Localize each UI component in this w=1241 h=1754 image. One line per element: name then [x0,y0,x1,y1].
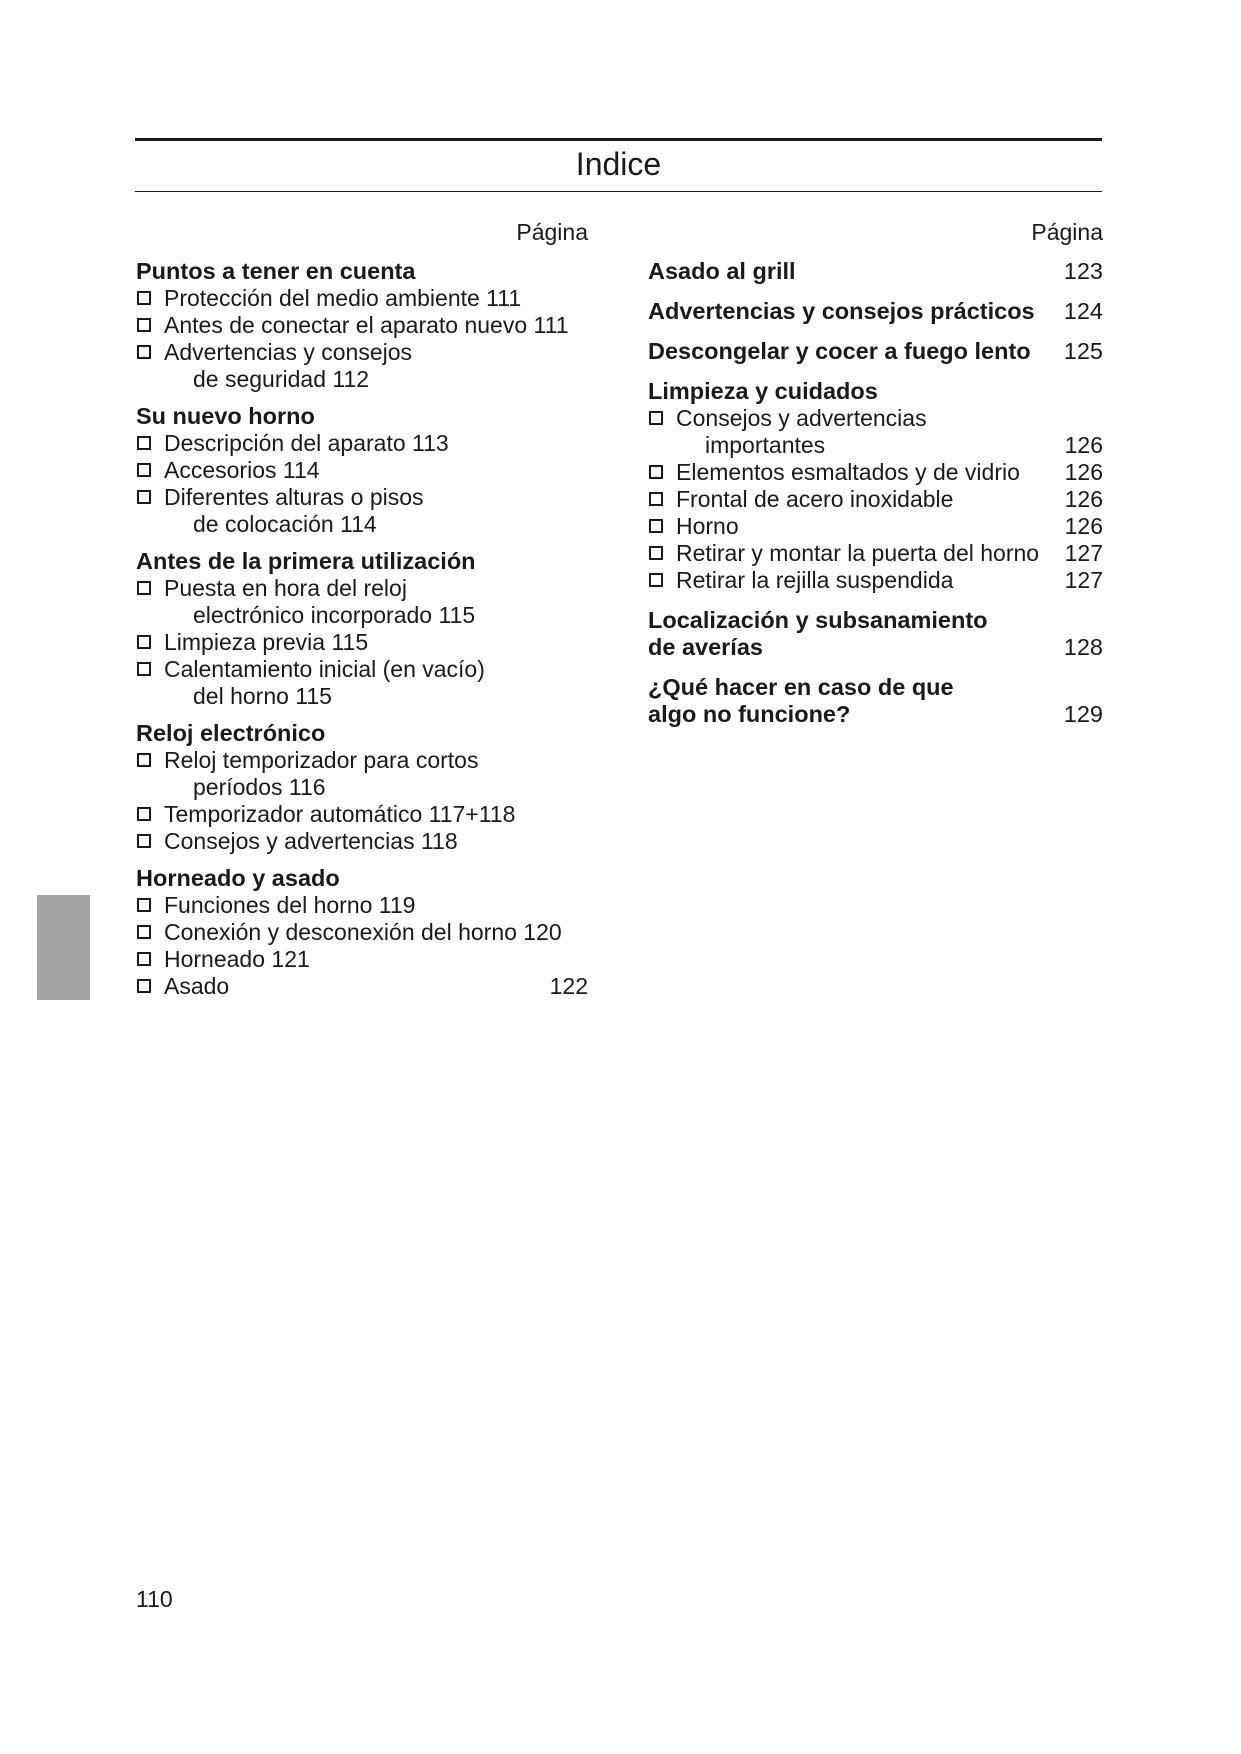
toc-entry-row [676,486,1103,513]
checkbox-bullet-icon [137,463,151,477]
toc-entry[interactable] [648,486,1103,513]
checkbox-bullet-icon [137,581,151,595]
page-column-header: Página [516,219,588,245]
toc-section-heading[interactable] [648,674,1103,728]
toc-entry-text: Elementos esmaltados y de vidrio [676,459,1020,485]
toc-page-number: 126 [1064,432,1103,458]
toc-entry-text: Protección del medio ambiente 111 [164,285,522,311]
checkbox-bullet-icon [137,662,151,676]
toc-entry[interactable] [648,513,1103,540]
toc-entry-text: Diferentes alturas o pisos [164,484,424,510]
title-underline [135,191,1102,192]
toc-section [648,338,1103,365]
toc-heading-text: Limpieza y cuidados [648,378,878,404]
page-column-header: Página [1031,219,1103,245]
language-tab-marker [37,895,90,1000]
toc-entry-text: Descripción del aparato 113 [164,430,449,456]
toc-heading-row [648,298,1103,325]
toc-section [136,258,588,393]
toc-entry[interactable] [136,747,588,801]
toc-section-heading[interactable]: Su nuevo horno [136,403,315,429]
toc-section [648,674,1103,728]
toc-entry[interactable] [136,828,588,855]
toc-page-number: 127 [1064,540,1103,566]
checkbox-bullet-icon [649,573,663,587]
toc-page-number: 127 [1064,567,1103,593]
toc-heading-row [648,338,1103,365]
toc-entry[interactable] [136,946,588,973]
toc-section-heading[interactable]: Reloj electrónico [136,720,326,746]
page-title: Indice [575,146,662,182]
page-number: 110 [136,1586,173,1612]
toc-entry[interactable] [648,405,1103,459]
checkbox-bullet-icon [137,834,151,848]
top-rule [135,138,1102,141]
toc-section [136,403,588,538]
checkbox-bullet-icon [137,979,151,993]
toc-entry[interactable] [136,339,588,393]
toc-section-heading[interactable]: Antes de la primera utilización [136,548,476,574]
toc-entry-text: Limpieza previa 115 [164,629,369,655]
toc-entry[interactable] [136,892,588,919]
toc-entry[interactable] [136,656,588,710]
toc-entry-text: Funciones del horno 119 [164,892,416,918]
toc-entry[interactable] [136,919,588,946]
toc-entry-text: Consejos y advertencias 118 [164,828,458,854]
checkbox-bullet-icon [649,492,663,506]
toc-page-number: 128 [1063,634,1103,660]
checkbox-bullet-icon [649,546,663,560]
toc-section-heading[interactable] [648,258,1103,285]
toc-section [648,258,1103,285]
checkbox-bullet-icon [137,807,151,821]
toc-entry-text: Advertencias y consejos [164,339,413,365]
toc-entry-text: períodos 116 [193,774,326,800]
toc-entry[interactable] [136,457,588,484]
toc-section-heading[interactable] [648,338,1103,365]
toc-entry-text: del horno 115 [193,683,332,709]
toc-entry-text: electrónico incorporado 115 [193,602,476,628]
toc-entry[interactable] [136,801,588,828]
checkbox-bullet-icon [137,898,151,912]
toc-section-heading[interactable]: Horneado y asado [136,865,340,891]
toc-entry-text: Puesta en hora del reloj [164,575,407,601]
toc-entry[interactable] [648,540,1103,567]
toc-entry-text: Consejos y advertencias [676,405,927,431]
toc-entry-text: Temporizador automático 117+118 [164,801,516,827]
toc-section [136,720,588,855]
toc-entry-text: Horno [676,513,739,539]
toc-page-number: 126 [1064,459,1103,485]
toc-entry-text: Conexión y desconexión del horno 120 [164,919,562,945]
checkbox-bullet-icon [137,490,151,504]
toc-entry-row [164,973,588,1000]
toc-entry-text: de seguridad 112 [193,366,370,392]
toc-heading-text: Descongelar y cocer a fuego lento [648,338,1031,364]
toc-heading-text: Advertencias y consejos prácticos [648,298,1035,324]
toc-page-number: 124 [1063,298,1103,324]
toc-section [136,548,588,710]
toc-page-number: 125 [1063,338,1103,364]
toc-entry-row [676,459,1103,486]
toc-entry-row [676,513,1103,540]
toc-entry-text: Retirar y montar la puerta del horno [676,540,1040,566]
checkbox-bullet-icon [137,345,151,359]
toc-entry[interactable] [136,973,588,1000]
checkbox-bullet-icon [137,318,151,332]
toc-entry-text: Calentamiento inicial (en vacío) [164,656,485,682]
toc-section-heading[interactable]: Puntos a tener en cuenta [136,258,416,284]
toc-entry-row [676,540,1103,567]
toc-section [136,865,588,1000]
toc-entry[interactable] [648,567,1103,594]
toc-section [648,378,1103,594]
toc-page-number: 126 [1064,513,1103,539]
checkbox-bullet-icon [137,635,151,649]
toc-heading-text: de averías [648,634,763,660]
toc-heading-text: Asado al grill [648,258,796,284]
checkbox-bullet-icon [137,291,151,305]
checkbox-bullet-icon [137,925,151,939]
toc-right-column [648,218,1103,741]
toc-page-number: 126 [1064,486,1103,512]
toc-entry[interactable] [136,484,588,538]
checkbox-bullet-icon [137,753,151,767]
toc-entry[interactable] [648,459,1103,486]
toc-heading-row [648,634,1103,661]
checkbox-bullet-icon [649,519,663,533]
toc-section-heading[interactable] [648,378,1103,405]
toc-entry-text: importantes [705,432,826,458]
toc-entry-text: Antes de conectar el aparato nuevo 111 [164,312,569,338]
toc-entry-row [676,567,1103,594]
toc-entry-text: Asado [164,973,230,999]
toc-entry-text: Accesorios 114 [164,457,320,483]
toc-entry-text: Reloj temporizador para cortos [164,747,479,773]
toc-heading-text: ¿Qué hacer en caso de que [648,674,954,700]
toc-section [648,298,1103,325]
toc-heading-text: algo no funcione? [648,701,851,727]
toc-heading-row [648,701,1103,728]
toc-entry-text: de colocación 114 [193,511,377,537]
checkbox-bullet-icon [649,465,663,479]
toc-section-heading[interactable] [648,298,1103,325]
toc-entry[interactable] [136,575,588,629]
toc-entry-text: Frontal de acero inoxidable [676,486,954,512]
toc-entry[interactable] [136,312,588,339]
toc-heading-text: Localización y subsanamiento [648,607,988,633]
checkbox-bullet-icon [137,436,151,450]
toc-entry-text: Horneado 121 [164,946,310,972]
toc-page-number: 122 [549,973,588,999]
toc-entry-row [676,432,1103,459]
toc-left-column [136,218,588,1010]
toc-entry[interactable] [136,430,588,457]
toc-section-heading[interactable] [648,607,1103,661]
toc-page-number: 129 [1063,701,1103,727]
toc-page-number: 123 [1063,258,1103,284]
checkbox-bullet-icon [137,952,151,966]
toc-heading-row [648,258,1103,285]
toc-entry-text: Retirar la rejilla suspendida [676,567,954,593]
checkbox-bullet-icon [649,411,663,425]
toc-entry[interactable] [136,285,588,312]
toc-section [648,607,1103,661]
toc-entry[interactable] [136,629,588,656]
